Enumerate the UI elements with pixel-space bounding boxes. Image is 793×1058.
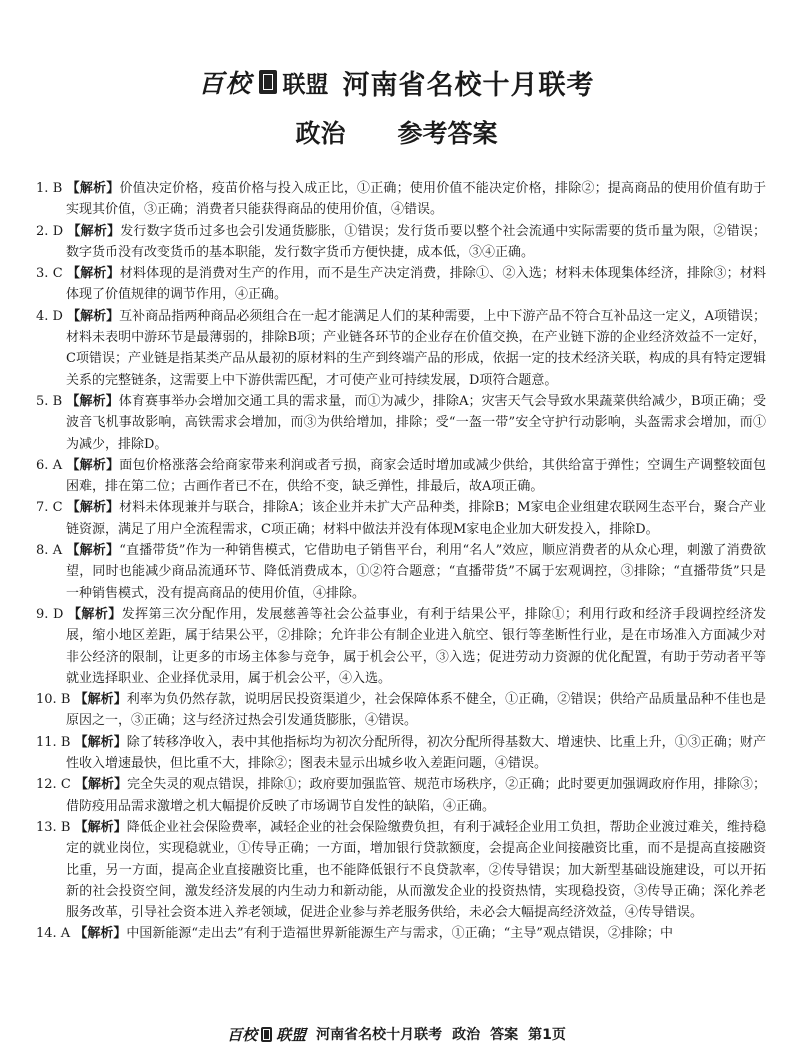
answer-item — [36, 540, 766, 604]
subject-label: 政治 — [295, 119, 346, 148]
footer-seal-icon — [261, 1027, 272, 1042]
answer-text: 除了转移净收入，表中其他指标均为初次分配所得，初次分配所得基数大、增速快、比重上升，①③正确；财产性收入增速最快，但比重不大，排除②；图表未显示出城乡收入差距问题，④错误。 — [66, 734, 766, 772]
answer-text: 互补商品指两种商品必须组合在一起才能满足人们的某种需要，上中下游产品不符合互补品这一定义，A项错误；材料未表明中游环节是最薄弱的，排除B项；产业链各环节的企业存在价值交换，在产业链下游的企业经济效益不一定好，C项错误；产业链是指某类产品从最初的原材料的生产到终端产品的形成，依据一定的技术经济关联，构成的具有特定逻辑关系的完整链条，这需要上中下游供需匹配，才可使产业可持续发展，D项符合题意。 — [66, 308, 766, 388]
answer-text: 利率为负仍然存款，说明居民投资渠道少，社会保障体系不健全，①正确，②错误；供给产品质量品种不佳也是原因之一，③正确；这与经济过热会引发通货膨胀，④错误。 — [66, 692, 766, 729]
answer-number: 8. A — [36, 543, 63, 559]
answer-number: 2. D — [36, 223, 64, 239]
analysis-tag: 【解析】 — [67, 266, 120, 282]
footer-doc: 答案 — [490, 1027, 519, 1043]
analysis-tag: 【解析】 — [74, 777, 128, 793]
analysis-tag: 【解析】 — [74, 819, 127, 835]
answer-item — [36, 604, 766, 689]
answer-text: 发行数字货币过多也会引发通货膨胀，①错误；发行货币要以整个社会流通中实际需要的货币量为限，②错误；数字货币没有改变货币的基本职能，发行数字货币方便快捷，成本低，③④正确。 — [66, 223, 766, 260]
answer-item — [36, 689, 766, 732]
answer-text: 降低企业社会保险费率，减轻企业的社会保险缴费负担，有利于减轻企业用工负担，帮助企业渡过难关，维持稳定的就业岗位，实现稳就业，①传导正确；一方面，增加银行贷款额度，会提高企业间接融资比重，而不是提高直接融资比重，另一方面，提高企业直接融资比重，也不能降低银行不良贷款率，②传导错误；加大新型基础设施建设，可以开拓新的社会投资空间，激发经济发展的内生动力和新动能，从而激发企业的投资热情，实现稳投资，③传导正确；深化养老服务改革，引导社会资本进入养老领域，促进企业参与养老服务供给，未必会大幅提高经济效益，④传导错误。 — [66, 819, 766, 921]
doc-type-label: 参考答案 — [397, 119, 498, 148]
answer-number: 11. B — [36, 734, 71, 750]
answer-item — [36, 497, 766, 540]
analysis-tag: 【解析】 — [66, 393, 119, 409]
exam-title: 河南省名校十月联考 — [342, 69, 595, 101]
answer-number: 10. B — [36, 692, 71, 708]
answer-text: 材料未体现兼并与联合，排除A；该企业并未扩大产品种类，排除B；M家电企业组建农联网生态平台，聚合产业链资源，满足了用户全流程需求，C项正确；材料中做法并没有体现M家电企业加大研发投入，排除D。 — [66, 500, 766, 537]
footer-subject: 政治 — [452, 1027, 481, 1043]
answer-text: 价值决定价格，疫苗价格与投入成正比，①正确；使用价值不能决定价格，排除②；提高商品的使用价值有助于实现其价值，③正确；消费者只能获得商品的使用价值，④错误。 — [66, 181, 766, 218]
analysis-tag: 【解析】 — [67, 308, 120, 324]
answer-number: 6. A — [36, 457, 63, 473]
answer-text: “直播带货”作为一种销售模式，它借助电子销售平台，利用“名人”效应，顺应消费者的从众心理，刺激了消费欲望，同时也能减少商品流通环节、降低消费成本，①②符合题意；“直播带货”不属于宏观调控，③排除；“直播带货”只是一种销售模式，没有提高商品的使用价值，④排除。 — [66, 543, 766, 601]
analysis-tag: 【解析】 — [67, 223, 121, 239]
answer-text: 材料体现的是消费对生产的作用，而不是生产决定消费，排除①、②入选；材料未体现集体经济，排除③；材料体现了价值规律的调节作用，④正确。 — [66, 266, 766, 303]
answer-item — [36, 221, 766, 264]
analysis-tag: 【解析】 — [74, 692, 127, 708]
answer-text: 体育赛事举办会增加交通工具的需求量，而①为减少，排除A；灾害天气会导致水果蔬菜供给减少，B项正确；受波音飞机事故影响，高铁需求会增加，而③为供给增加，排除；受“一盔一带”安全守护行动影响，头盔需求会增加，而①为减少，排除D。 — [66, 393, 766, 452]
answer-text: 完全失灵的观点错误，排除①；政府要加强监管、规范市场秩序，②正确；此时要更加强调政府作用，排除③；借防疫用品需求激增之机大幅提价反映了市场调节自发性的缺陷，④正确。 — [66, 777, 766, 814]
answer-number: 4. D — [36, 308, 63, 324]
answer-number: 7. C — [36, 500, 63, 516]
answer-item — [36, 455, 766, 498]
answer-number: 1. B — [36, 181, 63, 196]
footer-exam: 河南省名校十月联考 — [316, 1027, 443, 1043]
answer-text: 发挥第三次分配作用，发展慈善等社会公益事业，有利于结果公平，排除①；利用行政和经济手段调控经济发展，缩小地区差距，属于结果公平，②排除；允许非公有制企业进入航空、银行等垄断性行业，是在市场准入方面减少对非公经济的限制，让更多的市场主体参与竞争，属于机会公平，③入选；促进劳动力资源的优化配置，有助于劳动者平等就业选择职业、企业择优录用，属于机会公平，④入选。 — [66, 606, 766, 686]
analysis-tag: 【解析】 — [66, 500, 120, 516]
answer-text: 面包价格涨落会给商家带来利润或者亏损，商家会适时增加或减少供给，其供给富于弹性；空调生产调整较面包困难，排在第二位；古画作者已不在，供给不变，缺乏弹性，排最后，故A项正确。 — [66, 457, 766, 495]
seal-icon — [259, 70, 277, 94]
footer-page-number: 第1页 — [528, 1027, 566, 1043]
answer-item — [36, 774, 766, 817]
analysis-tag: 【解析】 — [74, 926, 127, 942]
answer-number: 14. A — [36, 926, 71, 942]
answer-list — [36, 178, 766, 945]
analysis-tag: 【解析】 — [66, 543, 120, 559]
answer-number: 9. D — [36, 606, 64, 622]
page-header — [0, 62, 793, 102]
answer-item — [36, 817, 766, 923]
analysis-tag: 【解析】 — [67, 606, 122, 622]
answer-item — [36, 732, 766, 775]
brand-logo-text-2: 联盟 — [282, 70, 329, 98]
brand-logo-text: 百校 — [198, 69, 253, 98]
answer-item — [36, 391, 766, 455]
answer-number: 3. C — [36, 266, 63, 282]
analysis-tag: 【解析】 — [66, 457, 120, 473]
answer-item — [36, 263, 766, 306]
answer-item — [36, 306, 766, 391]
footer-brand: 百校 — [227, 1025, 258, 1044]
footer-brand-2: 联盟 — [276, 1025, 307, 1044]
answer-number: 12. C — [36, 777, 71, 793]
page-footer — [0, 1022, 793, 1046]
answer-item — [36, 923, 766, 944]
answer-text: 中国新能源“走出去”有利于造福世界新能源生产与需求，①正确；“主导”观点错误，②排除；中 — [126, 926, 673, 942]
answer-number: 5. B — [36, 393, 63, 409]
answer-number: 13. B — [36, 819, 71, 835]
page-subtitle — [0, 114, 793, 150]
analysis-tag: 【解析】 — [66, 181, 120, 196]
answer-item — [36, 178, 766, 221]
analysis-tag: 【解析】 — [74, 734, 127, 750]
